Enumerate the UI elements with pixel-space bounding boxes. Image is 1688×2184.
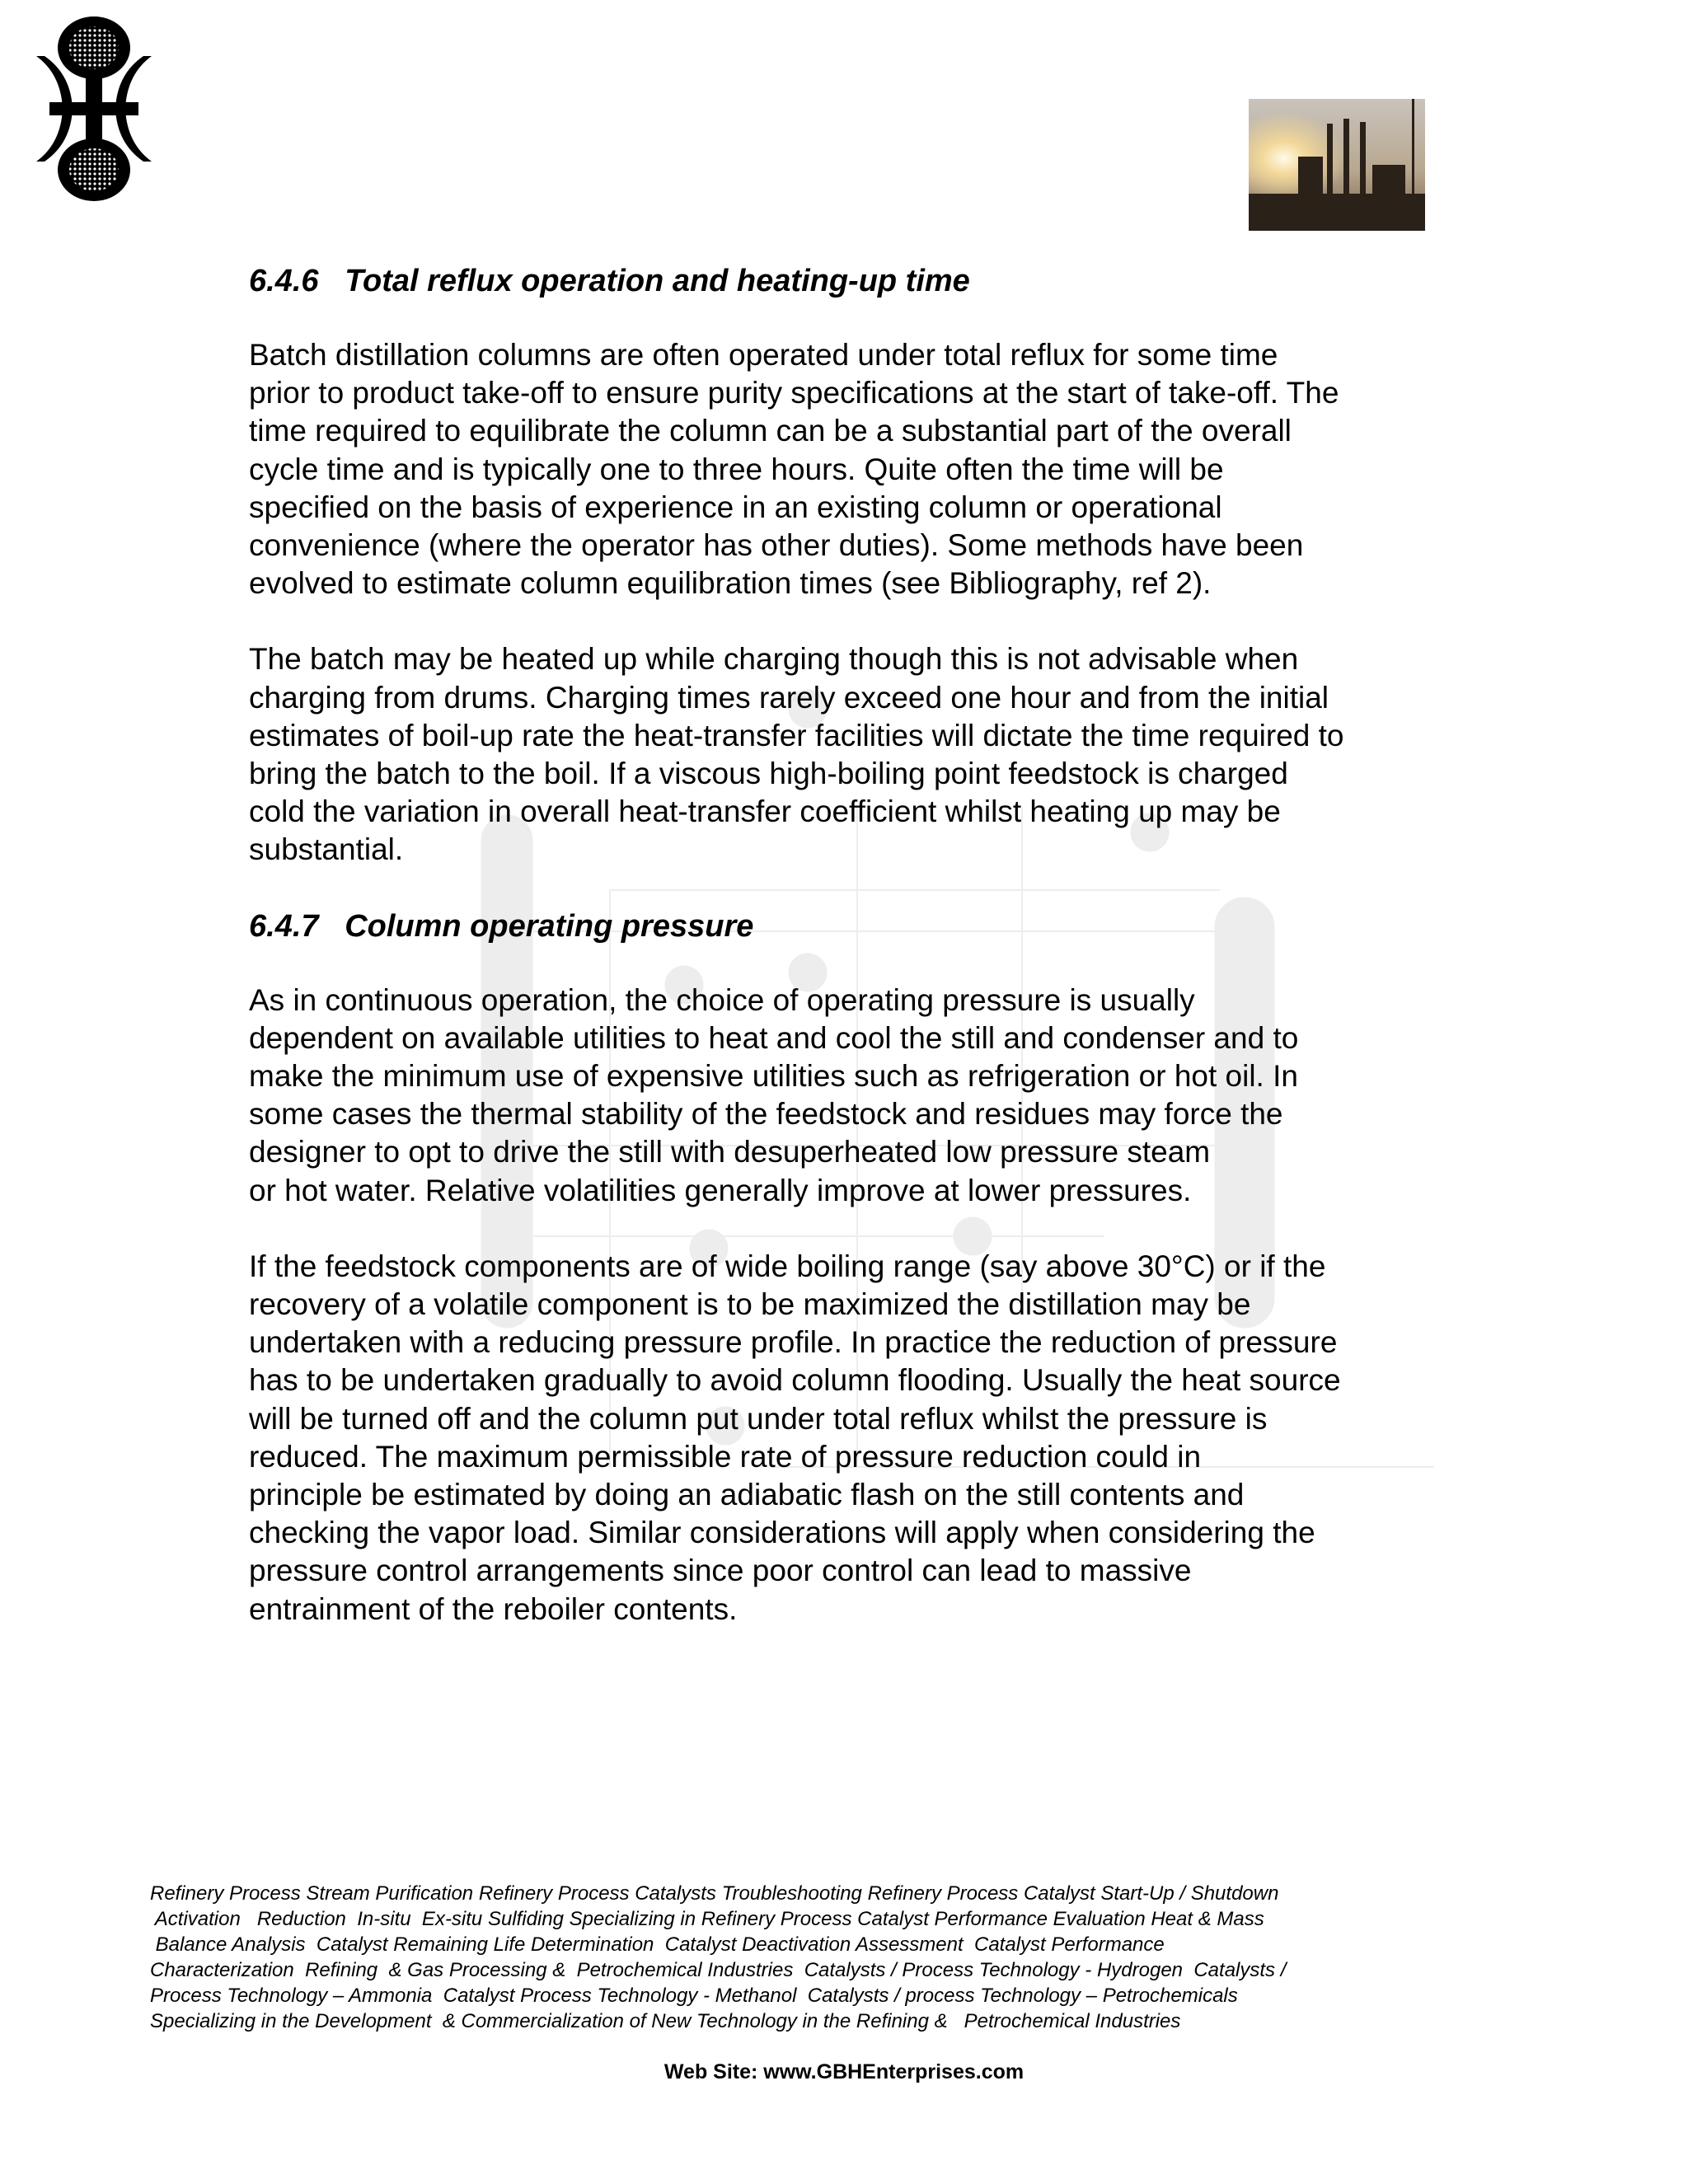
text-line: checking the vapor load. Similar considerations will apply when considering the — [249, 1516, 1315, 1550]
paragraph — [249, 336, 1452, 602]
text-line: As in continuous operation, the choice of operating pressure is usually — [249, 982, 1195, 1017]
website-link[interactable]: Web Site: www.GBHEnterprises.com — [663, 2060, 1025, 2083]
text-line: has to be undertaken gradually to avoid column flooding. Usually the heat source — [249, 1363, 1341, 1398]
text-line: estimates of boil-up rate the heat-transfer facilities will dictate the time required to — [249, 718, 1344, 752]
section-heading-6-4-7: 6.4.7 Column operating pressure — [249, 908, 754, 944]
text-line: designer to opt to drive the still with desuperheated low pressure steam — [249, 1135, 1211, 1169]
text-line: some cases the thermal stability of the feedstock and residues may force the — [249, 1097, 1283, 1132]
footer-line: Balance Analysis Catalyst Remaining Life Determination Catalyst Deactivation Assessment Catalyst Performance — [150, 1933, 1165, 1956]
text-line: reduced. The maximum permissible rate of pressure reduction could in — [249, 1439, 1202, 1474]
text-line: If the feedstock components are of wide boiling range (say above 30°C) or if the — [249, 1249, 1326, 1283]
footer-line: Process Technology – Ammonia Catalyst Process Technology - Methanol Catalysts / process Technology – Petrochemicals — [150, 1985, 1238, 2007]
text-line: recovery of a volatile component is to be maximized the distillation may be — [249, 1287, 1251, 1322]
text-line: time required to equilibrate the column can be a substantial part of the overall — [249, 414, 1292, 448]
text-line: pressure control arrangements since poor control can lead to massive — [249, 1554, 1192, 1588]
text-line: charging from drums. Charging times rarely exceed one hour and from the initial — [249, 680, 1329, 715]
main-content — [249, 262, 1452, 1666]
text-line: dependent on available utilities to heat and cool the still and condenser and to — [249, 1020, 1299, 1055]
paragraph — [249, 640, 1452, 869]
text-line: Batch distillation columns are often operated under total reflux for some time — [249, 338, 1278, 372]
footer-line: Specializing in the Development & Commercialization of New Technology in the Refining & Petrochemical Industries — [150, 2010, 1181, 2032]
text-line: substantial. — [249, 832, 404, 867]
section-heading-6-4-6: 6.4.6 Total reflux operation and heating-up time — [249, 264, 970, 298]
text-line: will be turned off and the column put under total reflux whilst the pressure is — [249, 1401, 1268, 1436]
text-line: evolved to estimate column equilibration times (see Bibliography, ref 2). — [249, 566, 1212, 601]
footer-line: Activation Reduction In-situ Ex-situ Sulfiding Specializing in Refinery Process Catalyst Performance Evaluation Heat & Mass — [150, 1908, 1264, 1930]
text-line: make the minimum use of expensive utilities such as refrigeration or hot oil. In — [249, 1059, 1298, 1094]
text-line: specified on the basis of experience in an existing column or operational — [249, 490, 1222, 524]
text-line: cycle time and is typically one to three hours. Quite often the time will be — [249, 452, 1224, 486]
text-line: convenience (where the operator has other duties). Some methods have been — [249, 528, 1304, 563]
text-line: bring the batch to the boil. If a viscous high-boiling point feedstock is charged — [249, 757, 1288, 791]
text-line: cold the variation in overall heat-transfer coefficient whilst heating up may be — [249, 794, 1281, 829]
text-line: entrainment of the reboiler contents. — [249, 1591, 738, 1626]
paragraph — [249, 982, 1452, 1210]
footer-line: Refinery Process Stream Purification Refinery Process Catalysts Troubleshooting Refinery Process Catalyst Start-Up / Shutdown — [150, 1882, 1279, 1905]
text-line: undertaken with a reducing pressure profile. In practice the reduction of pressure — [249, 1325, 1338, 1360]
text-line: or hot water. Relative volatilities generally improve at lower pressures. — [249, 1173, 1192, 1207]
paragraph — [249, 1248, 1452, 1629]
footer-line: Characterization Refining & Gas Processing & Petrochemical Industries Catalysts / Process Technology - Hydrogen Catalysts / — [150, 1959, 1287, 1981]
text-line: prior to product take-off to ensure purity specifications at the start of take-off. The — [249, 376, 1339, 410]
company-emblem-icon — [33, 13, 155, 204]
footer-services-list — [150, 1881, 1436, 2034]
text-line: The batch may be heated up while charging though this is not advisable when — [249, 642, 1299, 677]
text-line: principle be estimated by doing an adiabatic flash on the still contents and — [249, 1478, 1245, 1512]
refinery-sunset-photo — [1249, 99, 1425, 231]
